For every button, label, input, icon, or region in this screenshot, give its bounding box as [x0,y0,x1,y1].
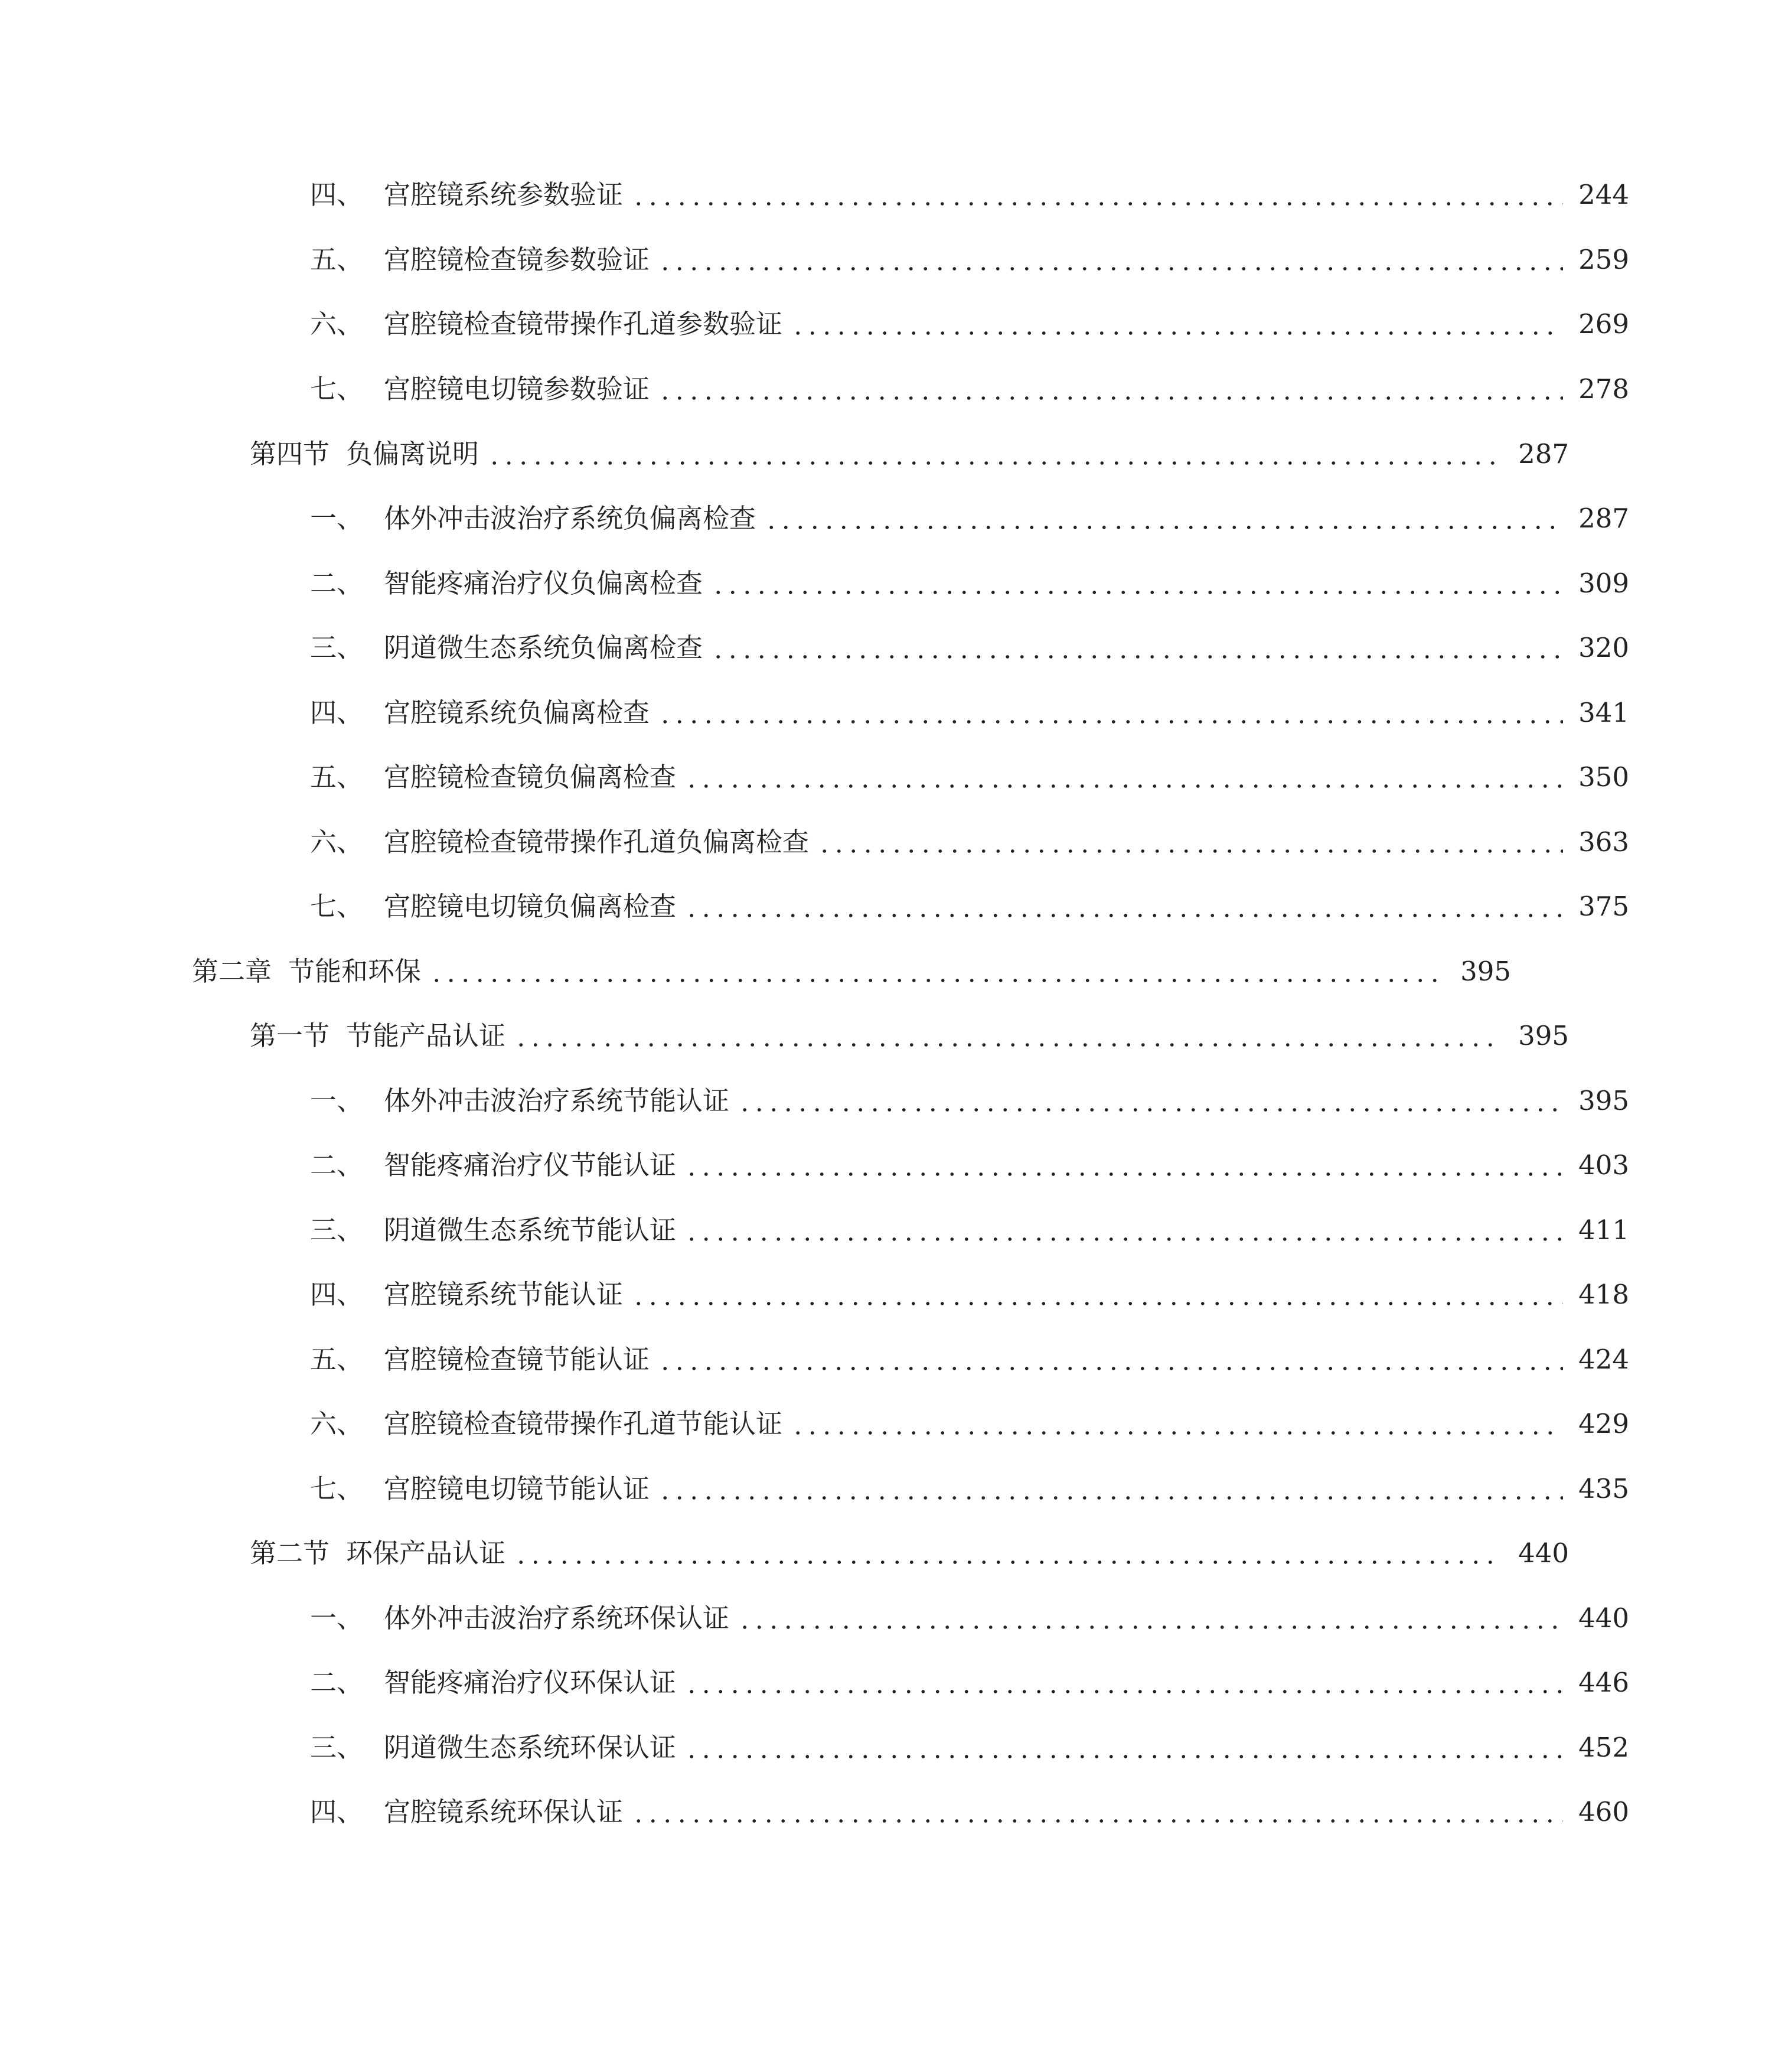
toc-entry[interactable] [0,1142,1775,1189]
toc-entry-number: 五、 [310,761,364,793]
toc-entry-title: 智能疼痛治疗仪负偏离检查 [384,568,703,599]
toc-entry-number: 第一节 [250,1020,330,1051]
dot-leader [738,1108,1563,1112]
toc-entry-title: 体外冲击波治疗系统负偏离检查 [384,503,756,534]
toc-entry[interactable] [0,1465,1775,1513]
toc-entry[interactable] [0,1400,1775,1448]
toc-entry-number: 第二章 [192,956,272,987]
toc-entry[interactable] [0,1788,1775,1836]
toc-entry-number: 三、 [310,1214,364,1246]
toc-entry[interactable] [0,819,1775,866]
toc-entry[interactable] [0,1595,1775,1642]
toc-entry-page: 403 [1578,1149,1629,1181]
toc-entry[interactable] [0,495,1775,542]
toc-entry-number: 五、 [310,244,364,275]
toc-entry-title: 智能疼痛治疗仪节能认证 [384,1149,677,1181]
toc-entry-title: 智能疼痛治疗仪环保认证 [384,1667,677,1698]
toc-entry-title: 宫腔镜检查镜带操作孔道参数验证 [384,308,783,340]
toc-entry[interactable] [0,171,1775,219]
toc-entry-title: 阴道微生态系统负偏离检查 [384,632,703,663]
toc-entry-page: 375 [1578,891,1629,922]
toc-entry-number: 二、 [310,1667,364,1698]
toc-entry-title: 环保产品认证 [346,1537,506,1569]
dot-leader [429,979,1445,982]
toc-entry-number: 第二节 [250,1537,330,1569]
toc-entry-page: 244 [1578,179,1629,210]
toc-entry-number: 三、 [310,632,364,663]
dot-leader [791,1431,1563,1435]
toc-entry[interactable] [0,1336,1775,1383]
toc-entry-title: 宫腔镜电切镜节能认证 [384,1473,650,1504]
toc-entry-page: 363 [1578,826,1629,858]
toc-entry[interactable] [0,301,1775,348]
dot-leader [817,849,1563,853]
dot-leader [791,331,1563,335]
dot-leader [658,396,1563,400]
toc-entry-title: 宫腔镜检查镜带操作孔道负偏离检查 [384,826,810,858]
toc-entry[interactable] [0,1724,1775,1771]
toc-entry-page: 418 [1578,1279,1629,1310]
dot-leader [764,526,1563,529]
toc-entry-page: 278 [1578,373,1629,405]
toc-entry-number: 七、 [310,1473,364,1504]
dot-leader [684,1172,1563,1176]
dot-leader [514,1560,1503,1564]
toc-entry-page: 269 [1578,308,1629,340]
dot-leader [631,1302,1563,1305]
dot-leader [684,1237,1563,1241]
toc-entry-title: 宫腔镜系统参数验证 [384,179,624,210]
toc-entry-page: 287 [1518,438,1569,470]
toc-entry-page: 287 [1578,503,1629,534]
toc-entry[interactable] [0,754,1775,801]
toc-entry-title: 节能和环保 [288,956,422,987]
dot-leader [684,914,1563,917]
toc-entry[interactable] [0,883,1775,930]
toc-entry[interactable] [0,948,1657,995]
dot-leader [738,1625,1563,1629]
dot-leader [711,591,1563,594]
toc-entry[interactable] [0,1077,1775,1125]
toc-entry-page: 259 [1578,244,1629,275]
toc-entry-page: 411 [1578,1214,1629,1246]
toc-entry-number: 六、 [310,308,364,340]
dot-leader [658,1496,1563,1500]
dot-leader [658,720,1563,724]
toc-entry-page: 395 [1578,1085,1629,1116]
toc-entry[interactable] [0,1659,1775,1706]
toc-entry-title: 宫腔镜电切镜参数验证 [384,373,650,405]
toc-entry-number: 四、 [310,1279,364,1310]
toc-entry[interactable] [0,689,1775,737]
toc-entry-title: 宫腔镜检查镜带操作孔道节能认证 [384,1408,783,1439]
toc-entry[interactable] [0,1271,1775,1318]
toc-entry[interactable] [0,431,1715,478]
toc-entry-title: 宫腔镜检查镜参数验证 [384,244,650,275]
toc-entry-number: 五、 [310,1344,364,1375]
toc-entry[interactable] [0,624,1775,672]
toc-entry-number: 六、 [310,1408,364,1439]
dot-leader [684,784,1563,788]
toc-entry[interactable] [0,1530,1715,1577]
toc-entry[interactable] [0,366,1775,413]
dot-leader [631,202,1563,206]
toc-entry-page: 350 [1578,761,1629,793]
toc-entry-title: 体外冲击波治疗系统节能认证 [384,1085,730,1116]
toc-entry-page: 452 [1578,1732,1629,1763]
dot-leader [487,461,1503,465]
toc-entry-page: 440 [1578,1602,1629,1634]
toc-entry-page: 395 [1518,1020,1569,1051]
toc-entry-number: 一、 [310,1602,364,1634]
toc-entry-number: 七、 [310,891,364,922]
toc-entry-number: 六、 [310,826,364,858]
toc-entry-title: 宫腔镜电切镜负偏离检查 [384,891,677,922]
toc-entry-number: 一、 [310,1085,364,1116]
dot-leader [711,655,1563,659]
toc-entry-title: 宫腔镜系统节能认证 [384,1279,624,1310]
toc-entry-page: 341 [1578,697,1629,728]
dot-leader [684,1690,1563,1693]
toc-entry-number: 三、 [310,1732,364,1763]
toc-entry[interactable] [0,1012,1715,1060]
toc-entry-number: 七、 [310,373,364,405]
dot-leader [514,1043,1503,1047]
toc-entry[interactable] [0,1207,1775,1254]
toc-entry-title: 负偏离说明 [346,438,479,470]
toc-entry[interactable] [0,236,1775,284]
toc-entry-number: 二、 [310,1149,364,1181]
toc-entry-title: 节能产品认证 [346,1020,506,1051]
dot-leader [658,267,1563,271]
toc-entry-page: 440 [1518,1537,1569,1569]
toc-entry-number: 四、 [310,179,364,210]
toc-entry-number: 第四节 [250,438,330,470]
dot-leader [631,1819,1563,1823]
toc-entry-page: 320 [1578,632,1629,663]
toc-entry-title: 体外冲击波治疗系统环保认证 [384,1602,730,1634]
toc-entry-page: 424 [1578,1344,1629,1375]
toc-entry-number: 二、 [310,568,364,599]
toc-entry-title: 宫腔镜检查镜节能认证 [384,1344,650,1375]
toc-entry-page: 309 [1578,568,1629,599]
toc-entry-title: 宫腔镜系统环保认证 [384,1796,624,1827]
dot-leader [684,1755,1563,1758]
toc-entry[interactable] [0,560,1775,607]
toc-entry-title: 阴道微生态系统节能认证 [384,1214,677,1246]
toc-entry-page: 395 [1460,956,1511,987]
toc-entry-page: 429 [1578,1408,1629,1439]
toc-entry-title: 宫腔镜系统负偏离检查 [384,697,650,728]
toc-entry-title: 宫腔镜检查镜负偏离检查 [384,761,677,793]
toc-entry-title: 阴道微生态系统环保认证 [384,1732,677,1763]
toc-entry-number: 四、 [310,1796,364,1827]
toc-entry-number: 一、 [310,503,364,534]
toc-entry-page: 435 [1578,1473,1629,1504]
toc-entry-page: 460 [1578,1796,1629,1827]
dot-leader [658,1367,1563,1370]
toc-entry-page: 446 [1578,1667,1629,1698]
toc-entry-number: 四、 [310,697,364,728]
